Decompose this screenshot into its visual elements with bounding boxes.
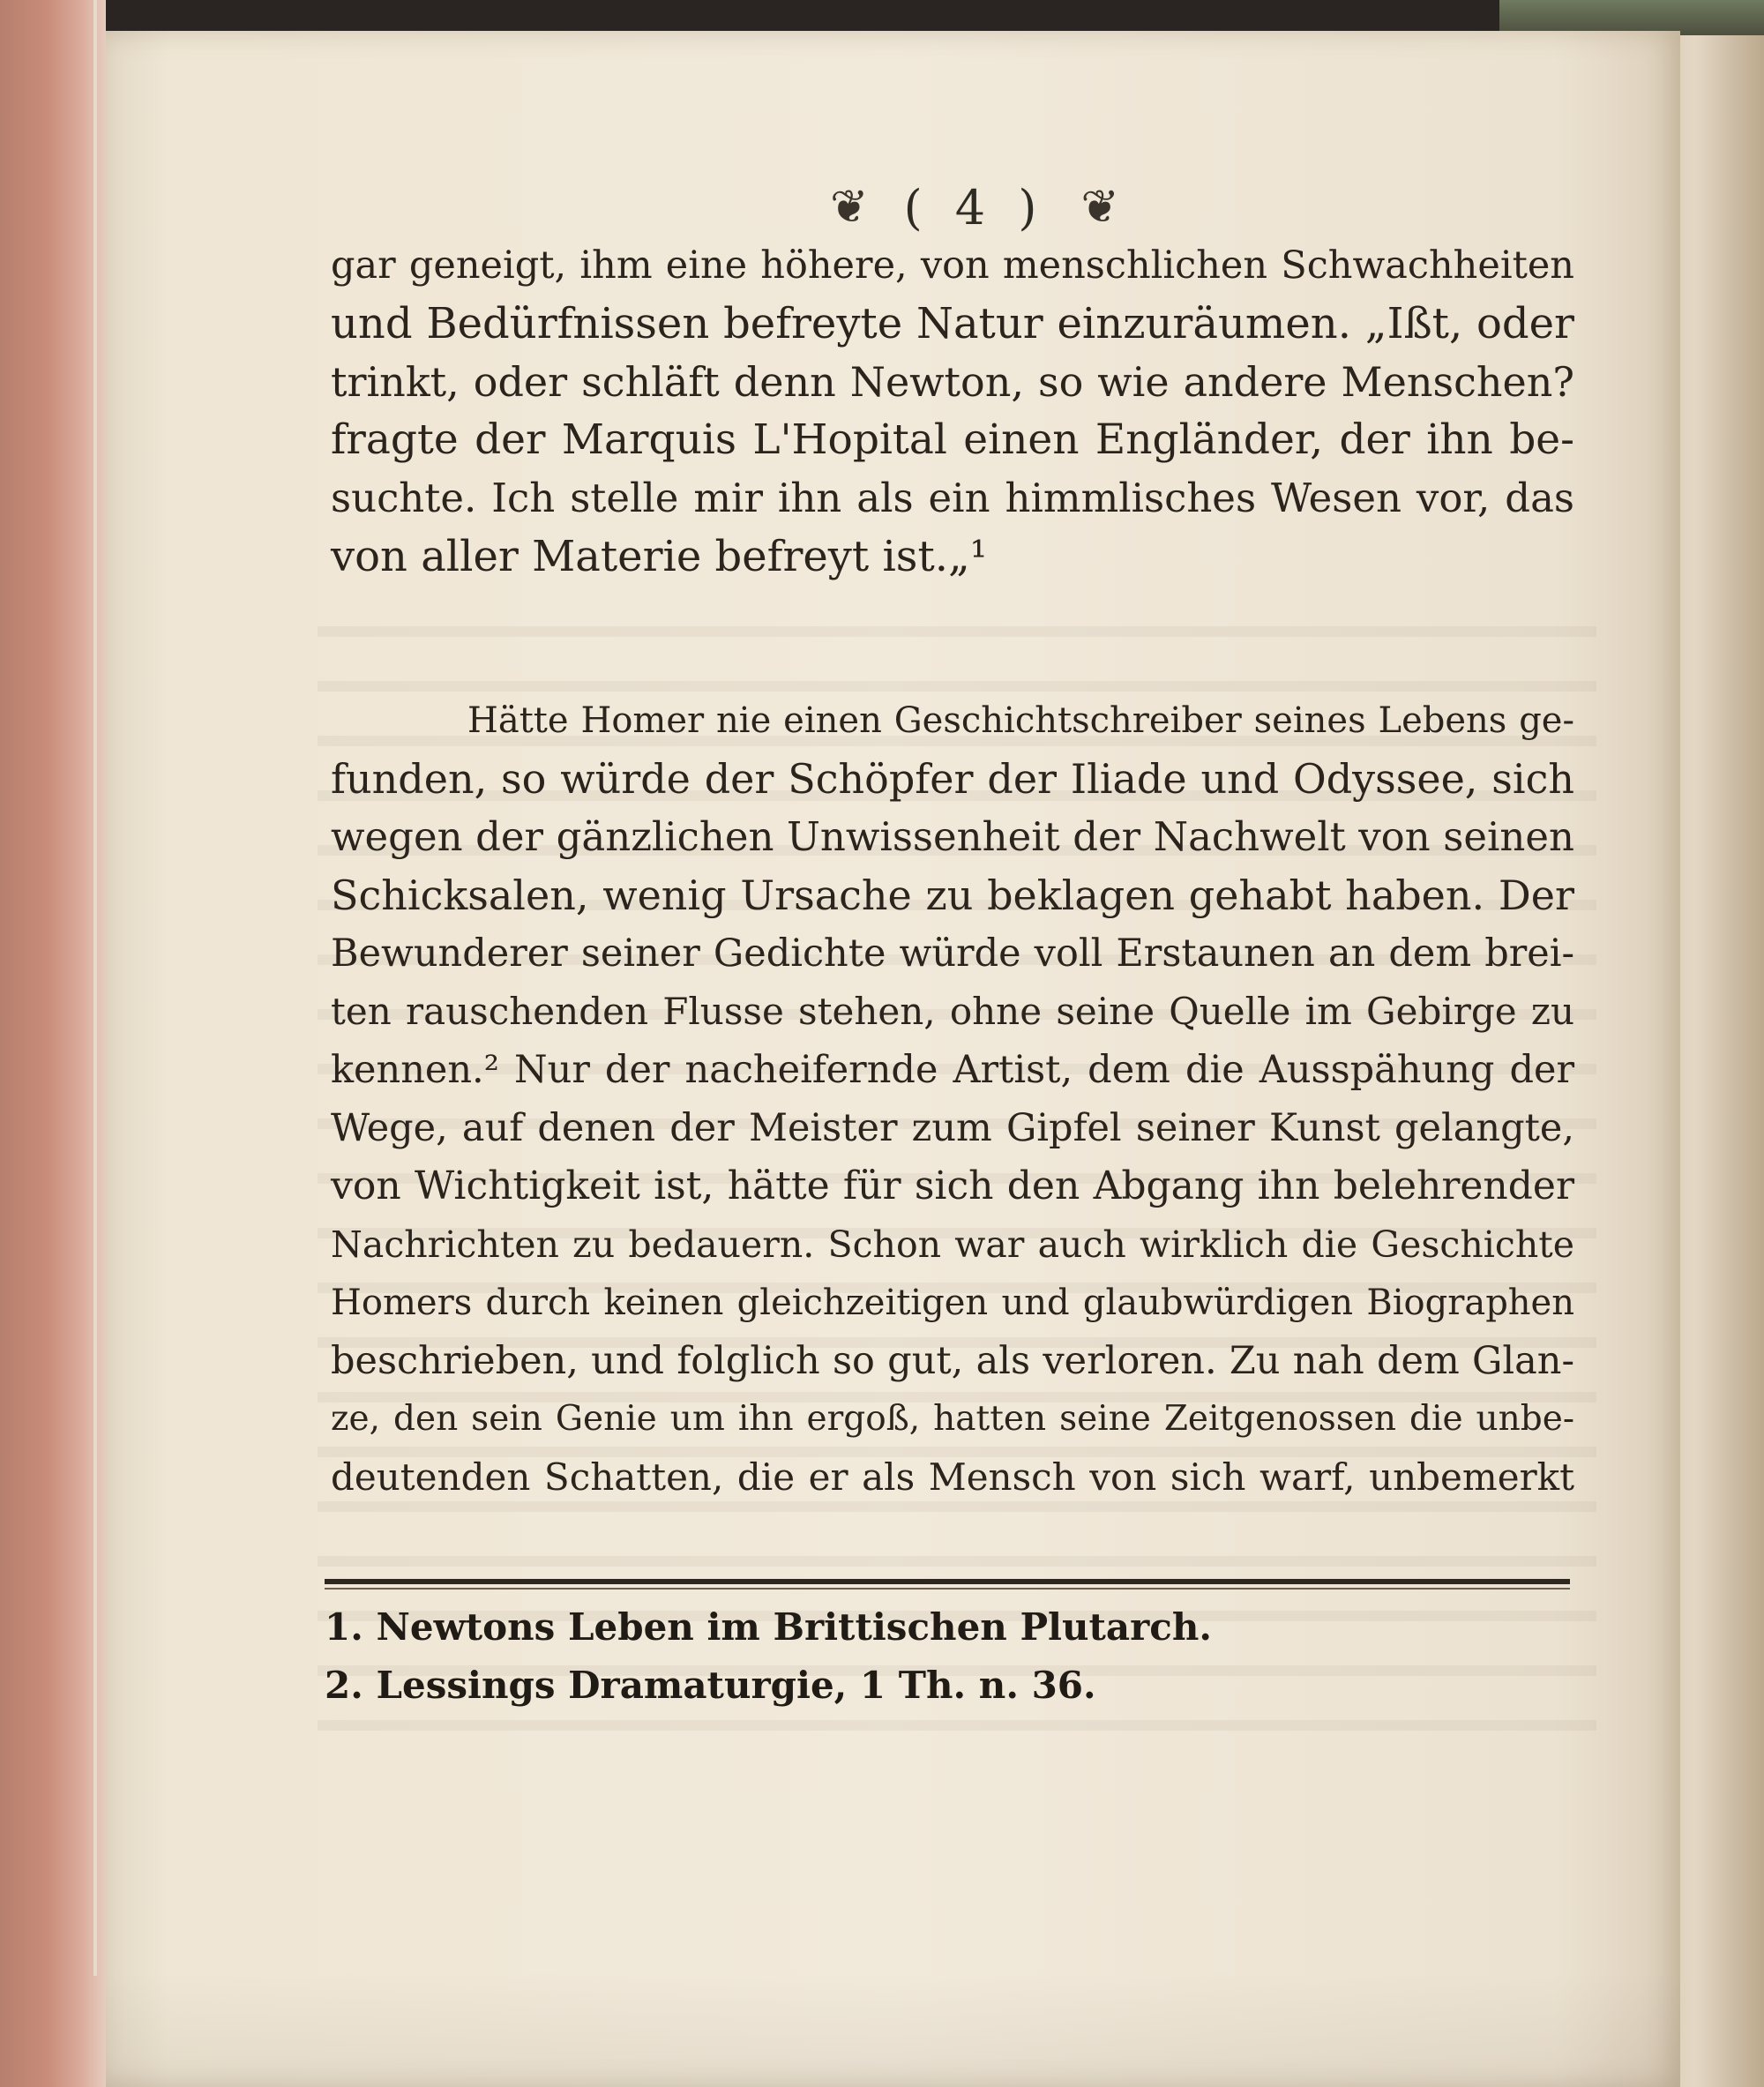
text-line: kennen.² Nur der nacheifernde Artist, dem die Ausspähung der: [331, 1048, 1574, 1092]
footnote-rule: [325, 1579, 1570, 1584]
text-line: fragte der Marquis L'Hopital einen Engländer, der ihn be-: [331, 415, 1574, 464]
footnote-2: 2. Lessings Dramaturgie, 1 Th. n. 36.: [325, 1664, 1096, 1707]
text-line: deutenden Schatten, die er als Mensch von sich warf, unbemerkt: [331, 1455, 1574, 1499]
right-ornament-icon: ❦: [1080, 181, 1119, 234]
text-line: gar geneigt, ihm eine höhere, von menschlichen Schwachheiten: [331, 243, 1574, 288]
text-line: ten rauschenden Flusse stehen, ohne seine Quelle im Gebirge zu: [331, 990, 1574, 1033]
text-line: von Wichtigkeit ist, hätte für sich den Abgang ihn belehrender: [331, 1163, 1574, 1208]
main-text: [331, 236, 1574, 1507]
footnote-1: 1. Newtons Leben im Brittischen Plutarch.: [325, 1605, 1212, 1649]
text-line: Homers durch keinen gleichzeitigen und glaubwürdigen Biographen: [331, 1283, 1574, 1323]
text-line: Bewunderer seiner Gedichte würde voll Erstaunen an dem brei-: [331, 931, 1574, 976]
text-line: und Bedürfnissen befreyte Natur einzuräumen. „Ißt, oder: [331, 299, 1574, 348]
text-line: von aller Materie befreyt ist.„¹: [331, 532, 988, 581]
book-left-edge: [0, 0, 106, 2087]
text-line: funden, so würde der Schöpfer der Iliade und Odyssee, sich: [331, 755, 1574, 803]
text-line: beschrieben, und folglich so gut, als verloren. Zu nah dem Glan-: [331, 1339, 1574, 1383]
page-number: ( 4 ): [903, 179, 1046, 236]
text-line: suchte. Ich stelle mir ihn als ein himmlisches Wesen vor, das: [331, 475, 1574, 521]
page-bottom-shade: [106, 1971, 1680, 2087]
footnotes: [325, 1598, 1570, 1715]
paragraph-gap: [331, 586, 1574, 692]
text-line: Schicksalen, wenig Ursache zu beklagen gehabt haben. Der: [331, 871, 1574, 919]
text-line: Wege, auf denen der Meister zum Gipfel seiner Kunst gelangte,: [331, 1106, 1574, 1150]
text-line: ze, den sein Genie um ihn ergoß, hatten seine Zeitgenossen die unbe-: [331, 1399, 1574, 1439]
text-line: wegen der gänzlichen Unwissenheit der Nachwelt von seinen: [331, 813, 1574, 860]
page-header: [789, 172, 1160, 243]
text-line: Nachrichten zu bedauern. Schon war auch wirklich die Geschichte: [331, 1223, 1574, 1266]
paragraph-2: [331, 692, 1574, 1507]
left-ornament-icon: ❦: [830, 181, 869, 234]
text-line: trinkt, oder schläft denn Newton, so wie andere Menschen?: [331, 358, 1574, 406]
paragraph-1: [331, 236, 1574, 586]
text-line: Hätte Homer nie einen Geschichtschreiber seines Lebens ge-: [467, 700, 1574, 741]
